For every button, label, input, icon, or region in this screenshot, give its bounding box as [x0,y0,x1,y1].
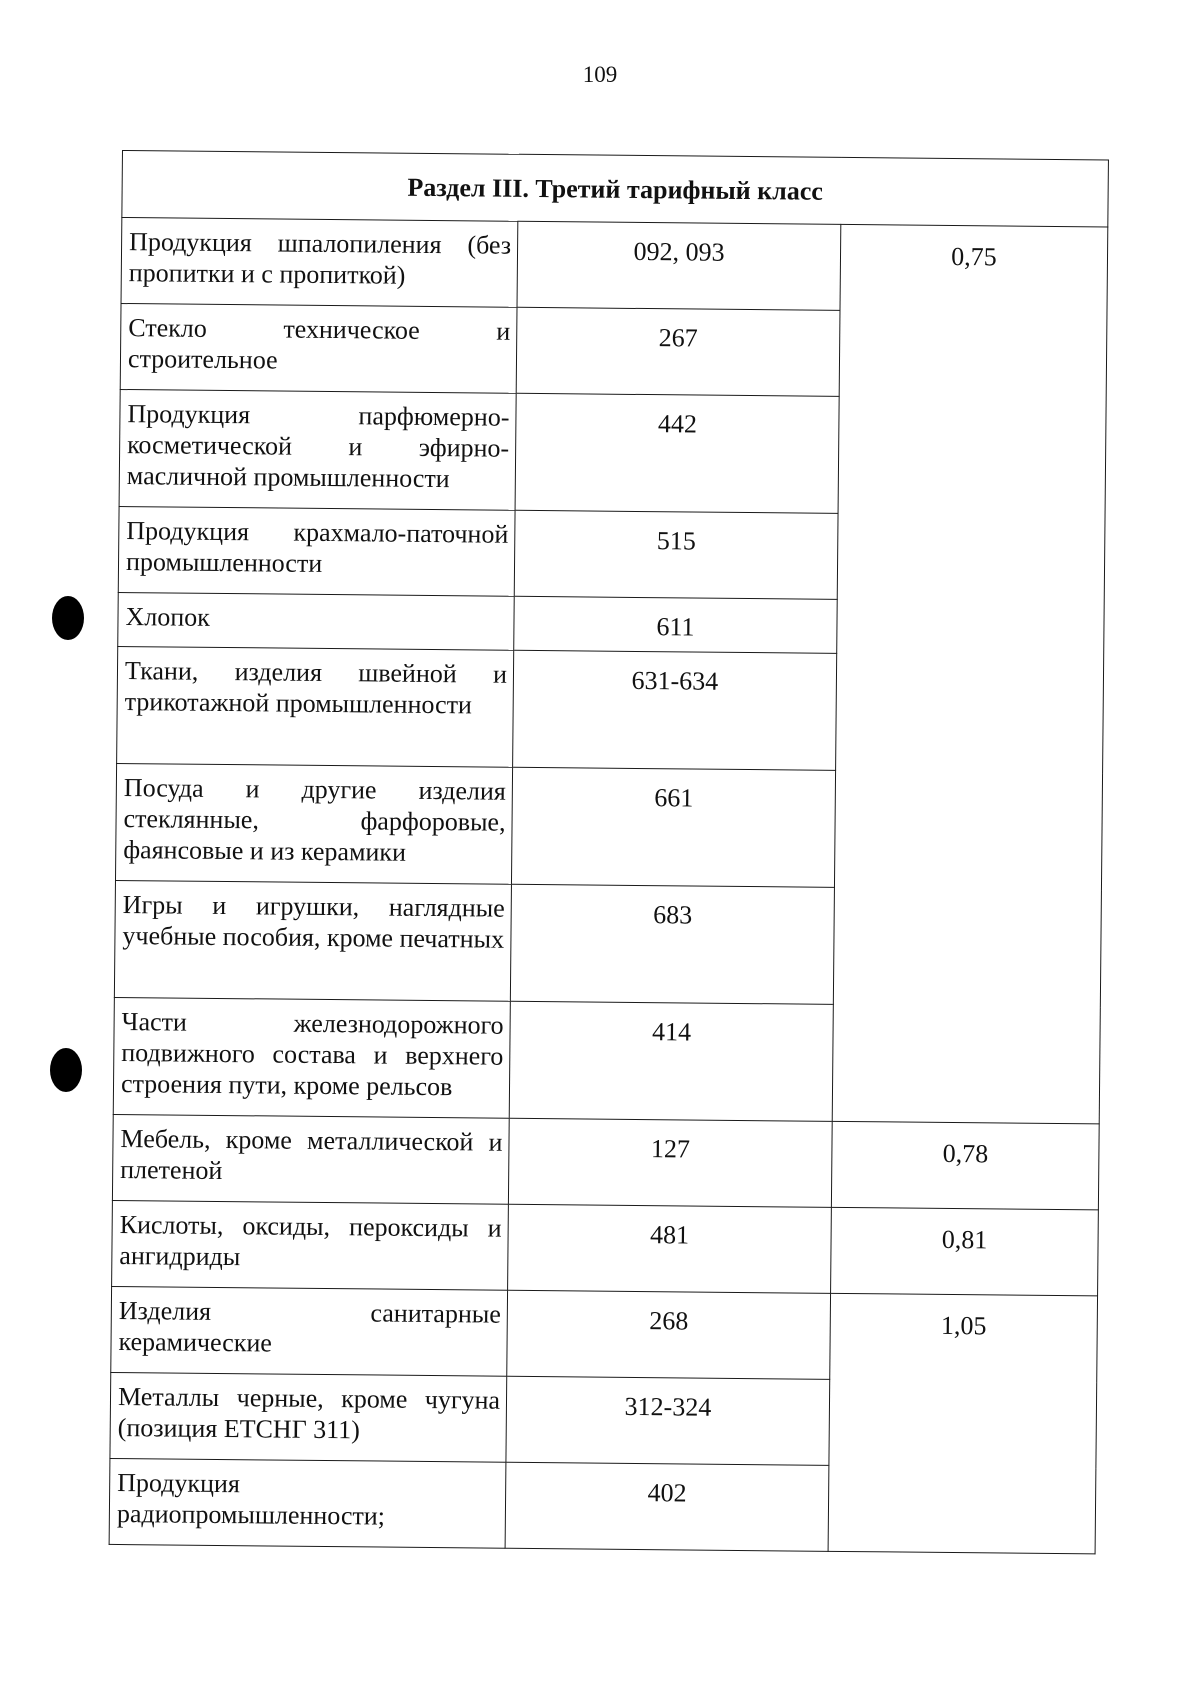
coefficient: 0,75 [832,224,1108,1124]
etsng-code: 267 [516,307,840,396]
punch-hole-mark [50,1048,82,1092]
cargo-name: Продукция крахмало-паточной промышленности [118,506,515,596]
etsng-code: 312-324 [506,1376,830,1465]
etsng-code: 414 [509,1001,833,1121]
etsng-code: 515 [514,510,838,599]
cargo-name: Стекло техническое и строительное [120,303,517,393]
etsng-code: 661 [511,767,835,887]
cargo-name: Посуда и другие изделия стеклянные, фарфоровые, фаянсовые и из керамики [115,763,512,884]
cargo-name: Ткани, изделия швейной и трикотажной промышленности [117,646,514,767]
cargo-name: Металлы черные, кроме чугуна (позиция ЕТСНГ 311) [110,1372,507,1462]
table-row [112,1200,1099,1295]
table-header-row [122,151,1109,227]
cargo-name: Мебель, кроме металлической и плетеной [112,1114,509,1204]
cargo-name: Кислоты, оксиды, пероксиды и ангидриды [112,1200,509,1290]
tariff-table [109,150,1109,1554]
etsng-code: 442 [515,393,839,513]
etsng-code: 683 [510,884,834,1004]
page-number: 109 [582,62,618,87]
cargo-name: Части железнодорожного подвижного состава и верхнего строения пути, кроме рельсов [113,997,510,1118]
coefficient: 1,05 [828,1293,1097,1554]
etsng-code: 092, 093 [517,221,841,310]
coefficient: 0,81 [831,1207,1099,1296]
table-row [121,218,1108,313]
coefficient: 0,78 [831,1121,1099,1210]
etsng-code: 481 [508,1204,832,1293]
cargo-name: Продукция шпалопиления (без пропитки и с пропиткой) [121,218,518,308]
cargo-name: Хлопок [118,592,515,650]
cargo-name: Продукция парфюмерно-косметической и эфирно-масличной промышленности [119,389,516,510]
cargo-name: Продукция радиопромышленности; [109,1458,506,1548]
table-row [111,1286,1098,1381]
etsng-code: 611 [514,596,838,653]
etsng-code: 402 [505,1462,829,1551]
cargo-name: Игры и игрушки, наглядные учебные пособия, кроме печатных [114,880,511,1001]
etsng-code: 631-634 [513,650,837,770]
etsng-code: 268 [507,1290,831,1379]
etsng-code: 127 [508,1118,832,1207]
cargo-name: Изделия санитарные керамические [111,1286,508,1376]
section-title: Раздел III. Третий тарифный класс [122,151,1109,227]
punch-hole-mark [52,596,84,640]
table-row [112,1114,1099,1209]
